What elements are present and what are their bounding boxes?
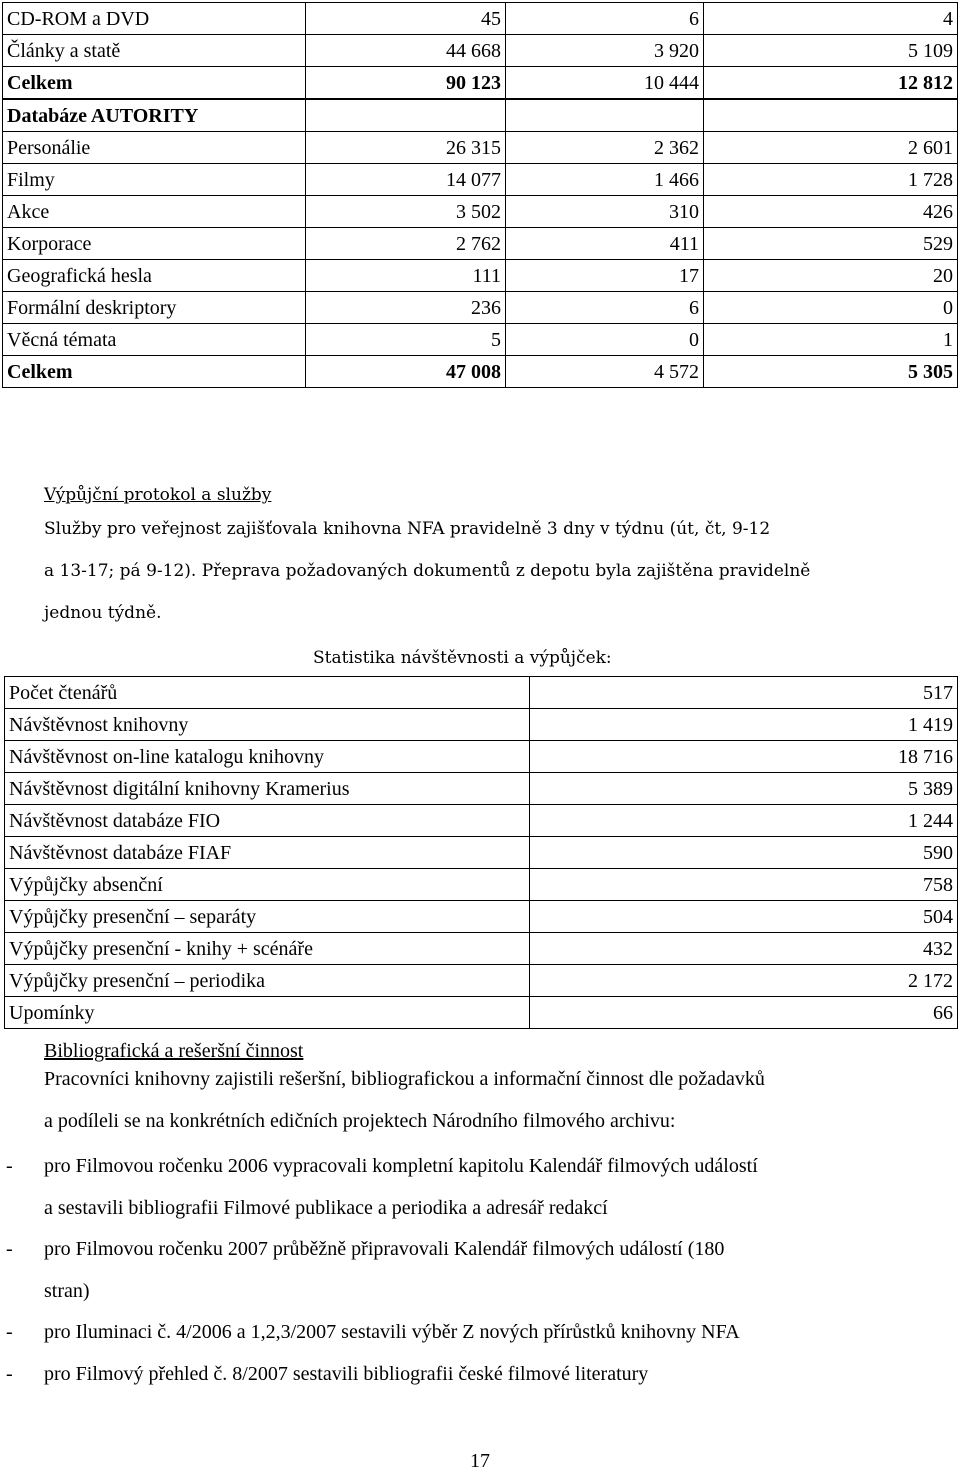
cell-value: 5 305 bbox=[704, 356, 958, 388]
paragraph-line: Pracovníci knihovny zajistili rešeršní, bibliografickou a informační činnost dle požadavků bbox=[44, 1068, 765, 1090]
list-dash: - bbox=[6, 1362, 13, 1385]
cell-value: 3 502 bbox=[306, 196, 506, 228]
row-label: Celkem bbox=[3, 356, 306, 388]
row-label: Korporace bbox=[3, 228, 306, 260]
cell-value: 1 728 bbox=[704, 164, 958, 196]
cell-value: 2 601 bbox=[704, 132, 958, 164]
table-row bbox=[3, 228, 958, 260]
table-row bbox=[5, 805, 958, 837]
bibliography-section bbox=[44, 1038, 944, 1134]
cell-value: 26 315 bbox=[306, 132, 506, 164]
stat-label: Návštěvnost databáze FIAF bbox=[5, 837, 530, 869]
table-row-total bbox=[3, 356, 958, 388]
cell-value: 2 362 bbox=[506, 132, 704, 164]
cell-value: 6 bbox=[506, 292, 704, 324]
list-dash: - bbox=[6, 1321, 13, 1343]
table-title bbox=[3, 100, 306, 132]
stat-label: Návštěvnost databáze FIO bbox=[5, 805, 530, 837]
table-row bbox=[5, 741, 958, 773]
table-row bbox=[3, 3, 958, 35]
row-label: CD-ROM a DVD bbox=[3, 3, 306, 35]
row-label: Formální deskriptory bbox=[3, 292, 306, 324]
cell-value: 12 812 bbox=[704, 67, 958, 99]
table-row bbox=[3, 324, 958, 356]
cell-value: 10 444 bbox=[506, 67, 704, 99]
stat-label: Výpůjčky absenční bbox=[5, 869, 530, 901]
cell-value: 45 bbox=[306, 3, 506, 35]
cell-value: 4 bbox=[704, 3, 958, 35]
stat-label: Upomínky bbox=[5, 997, 530, 1029]
stat-label: Počet čtenářů bbox=[5, 677, 530, 709]
table-row bbox=[5, 773, 958, 805]
table-row bbox=[5, 869, 958, 901]
stat-value: 18 716 bbox=[530, 741, 958, 773]
stat-value: 504 bbox=[530, 901, 958, 933]
list-dash: - bbox=[6, 1238, 13, 1260]
table-row bbox=[5, 933, 958, 965]
stat-label: Návštěvnost digitální knihovny Kramerius bbox=[5, 773, 530, 805]
table-row bbox=[5, 837, 958, 869]
cell-value: 2 762 bbox=[306, 228, 506, 260]
cell-value: 1 466 bbox=[506, 164, 704, 196]
cell-value: 5 109 bbox=[704, 35, 958, 67]
row-label: Filmy bbox=[3, 164, 306, 196]
stats-table bbox=[4, 676, 958, 1029]
list-dash: - bbox=[6, 1155, 13, 1177]
holdings-table bbox=[2, 2, 958, 99]
table-row bbox=[3, 164, 958, 196]
table-row bbox=[3, 260, 958, 292]
stat-value: 517 bbox=[530, 677, 958, 709]
cell-value: 14 077 bbox=[306, 164, 506, 196]
list-item bbox=[6, 1146, 946, 1229]
stat-value: 1 419 bbox=[530, 709, 958, 741]
header-cell bbox=[704, 100, 958, 132]
stat-label: Návštěvnost on-line katalogu knihovny bbox=[5, 741, 530, 773]
row-label: Věcná témata bbox=[3, 324, 306, 356]
list-item-line: stran) bbox=[44, 1279, 90, 1302]
table-row bbox=[3, 196, 958, 228]
page-number: 17 bbox=[470, 1450, 490, 1472]
stat-label: Výpůjčky presenční – periodika bbox=[5, 965, 530, 997]
header-cell bbox=[306, 100, 506, 132]
loan-services-section bbox=[44, 482, 944, 634]
cell-value: 5 bbox=[306, 324, 506, 356]
header-cell bbox=[506, 100, 704, 132]
paragraph-line: a podíleli se na konkrétních edičních projektech Národního filmového archivu: bbox=[44, 1110, 676, 1132]
paragraph-line: Služby pro veřejnost zajišťovala knihovna NFA pravidelně 3 dny v týdnu (út, čt, 9-12 bbox=[44, 519, 771, 539]
row-label: Personálie bbox=[3, 132, 306, 164]
stat-value: 432 bbox=[530, 933, 958, 965]
table-row bbox=[5, 997, 958, 1029]
stat-value: 5 389 bbox=[530, 773, 958, 805]
row-label: Celkem bbox=[3, 67, 306, 99]
table-row bbox=[3, 35, 958, 67]
cell-value: 6 bbox=[506, 3, 704, 35]
cell-value: 236 bbox=[306, 292, 506, 324]
cell-value: 0 bbox=[704, 292, 958, 324]
table-row bbox=[3, 132, 958, 164]
list-item-line: a sestavili bibliografii Filmové publikace a periodika a adresář redakcí bbox=[44, 1196, 608, 1219]
paragraph-line: a 13-17; pá 9-12). Přeprava požadovaných dokumentů z depotu byla zajištěna pravidelně bbox=[44, 561, 811, 581]
stat-label: Výpůjčky presenční - knihy + scénáře bbox=[5, 933, 530, 965]
list-item bbox=[6, 1312, 946, 1354]
cell-value: 20 bbox=[704, 260, 958, 292]
authority-table bbox=[2, 99, 958, 388]
cell-value: 426 bbox=[704, 196, 958, 228]
cell-value: 0 bbox=[506, 324, 704, 356]
header-prirustek-2006 bbox=[536, 130, 652, 132]
cell-value: 310 bbox=[506, 196, 704, 228]
cell-value: 111 bbox=[306, 260, 506, 292]
stat-value: 66 bbox=[530, 997, 958, 1029]
header-stav bbox=[343, 130, 485, 132]
stat-value: 1 244 bbox=[530, 805, 958, 837]
stat-label: Výpůjčky presenční – separáty bbox=[5, 901, 530, 933]
list-item-line: pro Filmovou ročenku 2006 vypracovali kompletní kapitolu Kalendář filmových událostí bbox=[44, 1155, 758, 1177]
section-heading: Výpůjční protokol a služby bbox=[44, 485, 272, 505]
cell-value: 3 920 bbox=[506, 35, 704, 67]
paragraph-line: jednou týdně. bbox=[44, 603, 162, 623]
table-header-row bbox=[3, 100, 958, 132]
row-label: Články a statě bbox=[3, 35, 306, 67]
row-label: Akce bbox=[3, 196, 306, 228]
row-label: Geografická hesla bbox=[3, 260, 306, 292]
table-row-total bbox=[3, 67, 958, 99]
authority-table-title: Databáze AUTORITY bbox=[7, 105, 199, 127]
cell-value: 17 bbox=[506, 260, 704, 292]
stat-value: 2 172 bbox=[530, 965, 958, 997]
cell-value: 4 572 bbox=[506, 356, 704, 388]
list-item-line: pro Filmový přehled č. 8/2007 sestavili bibliografii české filmové literatury bbox=[44, 1362, 649, 1385]
stat-value: 590 bbox=[530, 837, 958, 869]
cell-value: 411 bbox=[506, 228, 704, 260]
table-row bbox=[5, 677, 958, 709]
list-item bbox=[6, 1229, 946, 1312]
section-heading: Bibliografická a rešeršní činnost bbox=[44, 1040, 304, 1062]
bibliography-list bbox=[6, 1146, 946, 1395]
cell-value: 90 123 bbox=[306, 67, 506, 99]
cell-value: 44 668 bbox=[306, 35, 506, 67]
table-row bbox=[5, 901, 958, 933]
cell-value: 1 bbox=[704, 324, 958, 356]
stats-title: Statistika návštěvnosti a výpůjček: bbox=[313, 648, 612, 668]
list-item bbox=[6, 1354, 946, 1396]
cell-value: 529 bbox=[704, 228, 958, 260]
list-item-line: pro Filmovou ročenku 2007 průběžně připravovali Kalendář filmových událostí (180 bbox=[44, 1238, 725, 1260]
stat-value: 758 bbox=[530, 869, 958, 901]
table-row bbox=[5, 965, 958, 997]
cell-value: 47 008 bbox=[306, 356, 506, 388]
table-row bbox=[3, 292, 958, 324]
header-prirustek-2007 bbox=[754, 130, 870, 132]
table-row bbox=[5, 709, 958, 741]
list-item-line: pro Iluminaci č. 4/2006 a 1,2,3/2007 sestavili výběr Z nových přírůstků knihovny NFA bbox=[44, 1321, 740, 1343]
stat-label: Návštěvnost knihovny bbox=[5, 709, 530, 741]
